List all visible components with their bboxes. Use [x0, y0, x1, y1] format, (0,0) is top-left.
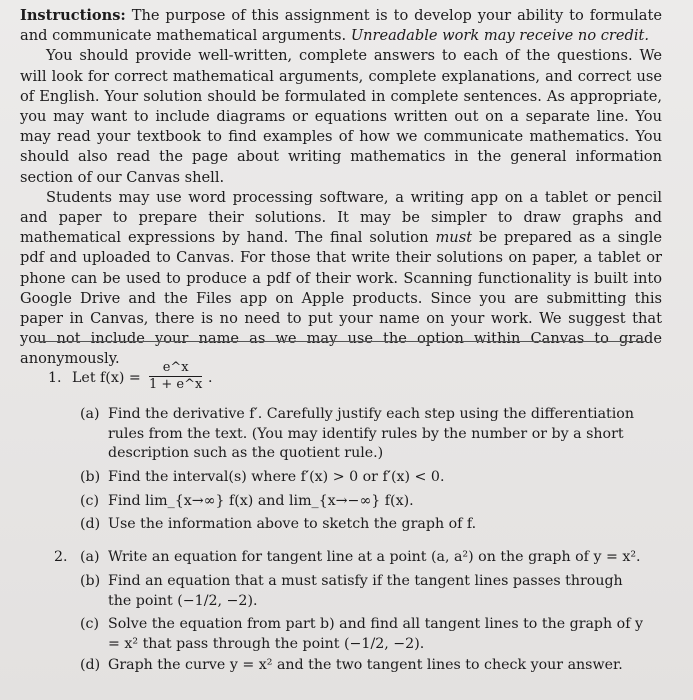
instructions-block — [20, 6, 662, 370]
question-1-lead: Let f(x) = — [72, 370, 141, 386]
section-divider — [34, 341, 646, 342]
question-1-header: 1. Let f(x) = $\frac{e\^{}x}{1 + e\^{}x}$ . — [48, 360, 213, 392]
question-1d: (d) Use the information above to sketch the graph of f. — [80, 516, 477, 532]
question-2c: (c) Solve the equation from part b) and find all tangent lines to the graph of y = x² that pass through the point (−1/2, −2). — [80, 616, 643, 652]
instructions-paragraph-2: You should provide well-written, complete answers to each of the questions. We will look for correct mathematical arguments, complete explanations, and correct use of English. Your solution should be formulated in complete sentences. As appropriate, you may want to include diagrams or equations written out on a separate line. You may read your textbook to find examples of how we communicate mathematics. You should also read the page about writing mathematics in the general information section of our Canvas shell. — [20, 47, 662, 186]
question-1b: (b) Find the interval(s) where f′(x) > 0 or f′(x) < 0. — [80, 469, 445, 485]
question-1-number: 1. — [48, 370, 62, 386]
question-1c: (c) Find lim_{x→∞} f(x) and lim_{x→−∞} f(x). — [80, 493, 414, 509]
unreadable-warning: Unreadable work may receive no credit. — [350, 27, 650, 45]
question-1a: (a) Find the derivative f′. Carefully justify each step using the differentiation rules from the text. (You may identify rules by the number or by a short description such as the quotient rule.) — [80, 406, 634, 461]
fraction-denominator: 1 + e^x — [149, 377, 203, 392]
fraction-numerator: e^x — [149, 360, 202, 377]
question-2d: (d) Graph the curve y = x² and the two tangent lines to check your answer. — [80, 657, 623, 673]
question-2b: (b) Find an equation that a must satisfy if the tangent lines passes through the point (−1/2, −2). — [80, 573, 623, 609]
instructions-paragraph-1: Instructions: The purpose of this assignment is to develop your ability to formulate and communicate mathematical arguments. Unreadable work may receive no credit. — [20, 7, 662, 45]
function-fraction — [149, 360, 202, 393]
question-2-number: 2. — [54, 549, 68, 565]
instructions-heading: Instructions: — [20, 7, 126, 24]
question-2a: (a) Write an equation for tangent line at a point (a, a²) on the graph of y = x². — [80, 549, 641, 565]
instructions-paragraph-3: Students may use word processing software, a writing app on a tablet or pencil and paper to prepare their solutions. It may be simpler to draw graphs and mathematical expressions by hand. The final solution must be prepared as a single pdf and uploaded to Canvas. For those that write their solutions on paper, a tablet or phone can be used to produce a pdf of their work. Scanning functionality is built into Google Drive and the Files app on Apple products. Since you are submitting this paper in Canvas, there is no need to put your name on your work. We suggest that you not include your name as we may use the option within Canvas to grade anonymously. — [20, 188, 662, 368]
